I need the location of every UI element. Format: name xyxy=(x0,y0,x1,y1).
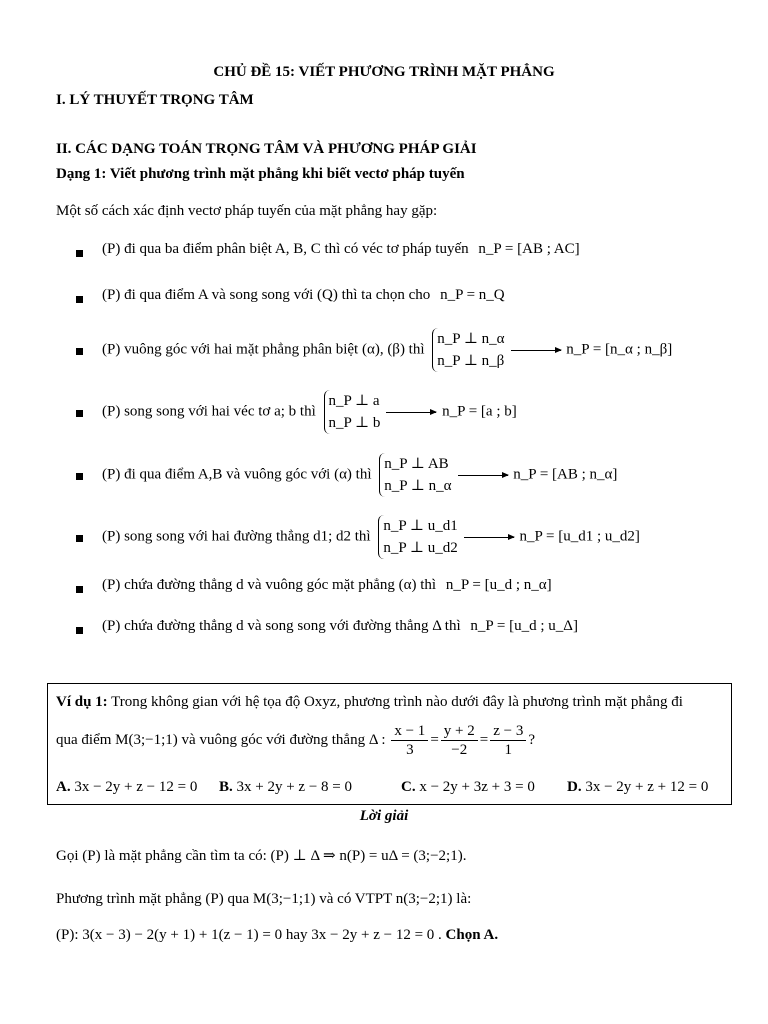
example-line1: Trong không gian với hệ tọa độ Oxyz, phương trình nào dưới đây là phương trình mặt phẳng đi xyxy=(111,694,683,710)
fraction-denominator: 1 xyxy=(504,742,513,758)
bullet-marker xyxy=(76,410,83,417)
option-label: A. xyxy=(56,779,71,795)
implies-arrow-icon xyxy=(386,412,436,413)
list-item xyxy=(102,390,517,434)
condition-line: n_P ⊥ n_α xyxy=(384,478,452,494)
item-formula: n_P = [u_d1 ; u_d2] xyxy=(519,528,640,545)
fraction-x xyxy=(391,722,428,759)
solution-heading: Lời giải xyxy=(359,808,409,824)
item-text: (P) chứa đường thẳng d và song song với đường thẳng Δ thì xyxy=(102,618,461,634)
condition-line: n_P ⊥ n_β xyxy=(437,353,505,369)
item-text: (P) đi qua điểm A,B và vuông góc với (α) thì xyxy=(102,466,372,483)
list-item xyxy=(102,241,580,258)
bullet-marker xyxy=(76,473,83,480)
condition-system xyxy=(432,328,504,372)
bullet-marker xyxy=(76,348,83,355)
option-text: 3x − 2y + z + 12 = 0 xyxy=(585,779,709,795)
option-label: B. xyxy=(219,779,233,795)
item-formula: n_P = [u_d ; u_Δ] xyxy=(470,618,578,634)
item-text: (P) đi qua điểm A và song song với (Q) thì ta chọn cho xyxy=(102,287,431,303)
list-item xyxy=(102,577,552,594)
item-formula: n_P = [u_d ; n_α] xyxy=(445,577,552,593)
page-title: CHỦ ĐỀ 15: VIẾT PHƯƠNG TRÌNH MẶT PHẲNG xyxy=(213,64,555,80)
condition-line: n_P ⊥ u_d2 xyxy=(383,540,458,556)
condition-system xyxy=(324,390,381,434)
solution-line2: Phương trình mặt phẳng (P) qua M(3;−1;1) và có VTPT n(3;−2;1) là: xyxy=(56,891,472,907)
item-text: (P) song song với hai véc tơ a; b thì xyxy=(102,403,316,420)
condition-line: n_P ⊥ n_α xyxy=(437,331,505,347)
option-d xyxy=(567,779,708,796)
fraction-numerator: z − 3 xyxy=(490,722,526,741)
option-label: D. xyxy=(567,779,582,795)
point-m: M(3;−1;1) xyxy=(115,731,178,748)
option-text: 3x − 2y + z − 12 = 0 xyxy=(74,779,198,795)
problem-type-heading: Dạng 1: Viết phương trình mặt phẳng khi biết vectơ pháp tuyến xyxy=(56,166,465,182)
example-box xyxy=(47,683,732,805)
solution-line1: Gọi (P) là mặt phẳng cần tìm ta có: (P) ⊥ Δ ⇒ n(P) = uΔ = (3;−2;1). xyxy=(56,848,467,864)
implies-arrow-icon xyxy=(511,350,561,351)
condition-line: n_P ⊥ u_d1 xyxy=(383,518,458,534)
condition-line: n_P ⊥ b xyxy=(328,415,381,431)
list-item xyxy=(102,618,578,635)
fraction-numerator: x − 1 xyxy=(391,722,428,741)
item-text: (P) chứa đường thẳng d và vuông góc mặt phẳng (α) thì xyxy=(102,577,437,593)
fraction-denominator: −2 xyxy=(451,742,468,758)
implies-arrow-icon xyxy=(458,475,508,476)
bullet-marker xyxy=(76,535,83,542)
fraction-denominator: 3 xyxy=(406,742,414,758)
example-label: Ví dụ 1: xyxy=(56,694,108,710)
item-text: (P) vuông góc với hai mặt phẳng phân biệt (α), (β) thì xyxy=(102,341,425,358)
item-formula: n_P = [a ; b] xyxy=(442,403,517,420)
condition-line: n_P ⊥ a xyxy=(328,393,380,409)
option-label: C. xyxy=(401,779,416,795)
section-heading-theory: I. LÝ THUYẾT TRỌNG TÂM xyxy=(56,92,254,108)
solution-line3 xyxy=(56,927,498,944)
list-item xyxy=(102,287,505,304)
fraction-z xyxy=(490,722,526,759)
fraction-y xyxy=(441,722,478,759)
item-formula: n_P = [n_α ; n_β] xyxy=(566,341,673,358)
list-item xyxy=(102,328,672,372)
intro-text: Một số cách xác định vectơ pháp tuyến của mặt phẳng hay gặp: xyxy=(56,203,438,219)
option-b xyxy=(219,779,352,796)
item-formula: n_P = n_Q xyxy=(440,287,505,303)
bullet-marker xyxy=(76,296,83,303)
item-formula: n_P = [AB ; AC] xyxy=(478,241,580,257)
example-line2-text: qua điểm xyxy=(56,731,112,748)
item-text: (P) đi qua ba điểm phân biệt A, B, C thì có véc tơ pháp tuyến xyxy=(102,241,469,257)
implies-arrow-icon xyxy=(464,537,514,538)
option-text: x − 2y + 3z + 3 = 0 xyxy=(419,779,535,795)
example-line2: qua điểm M(3;−1;1) và vuông góc với đường thẳng Δ : $\frac{x - 1}{3}$ = $\frac{y + 2}{-2}$ = $\frac{z - 3}{1}$ ? xyxy=(56,723,536,758)
line-delta: Δ : xyxy=(368,731,386,748)
list-item xyxy=(102,515,640,559)
question-mark: ? xyxy=(528,731,536,748)
list-item xyxy=(102,453,617,497)
condition-system xyxy=(379,453,451,497)
bullet-marker xyxy=(76,627,83,634)
item-formula: n_P = [AB ; n_α] xyxy=(513,466,618,483)
solution-equation: (P): 3(x − 3) − 2(y + 1) + 1(z − 1) = 0 hay 3x − 2y + z − 12 = 0 . xyxy=(56,927,442,943)
option-c xyxy=(401,779,535,796)
item-text: (P) song song với hai đường thẳng d1; d2 thì xyxy=(102,528,371,545)
condition-system xyxy=(378,515,457,559)
option-a xyxy=(56,779,197,796)
fraction-numerator: y + 2 xyxy=(441,722,478,741)
bullet-marker xyxy=(76,586,83,593)
option-text: 3x + 2y + z − 8 = 0 xyxy=(236,779,353,795)
section-heading-problems: II. CÁC DẠNG TOÁN TRỌNG TÂM VÀ PHƯƠNG PHÁP GIẢI xyxy=(56,141,477,157)
example-line2-text-b: và vuông góc với đường thẳng xyxy=(181,731,366,748)
bullet-marker xyxy=(76,250,83,257)
condition-line: n_P ⊥ AB xyxy=(384,456,449,472)
example-statement xyxy=(56,694,683,711)
solution-answer: Chọn A. xyxy=(445,927,499,943)
